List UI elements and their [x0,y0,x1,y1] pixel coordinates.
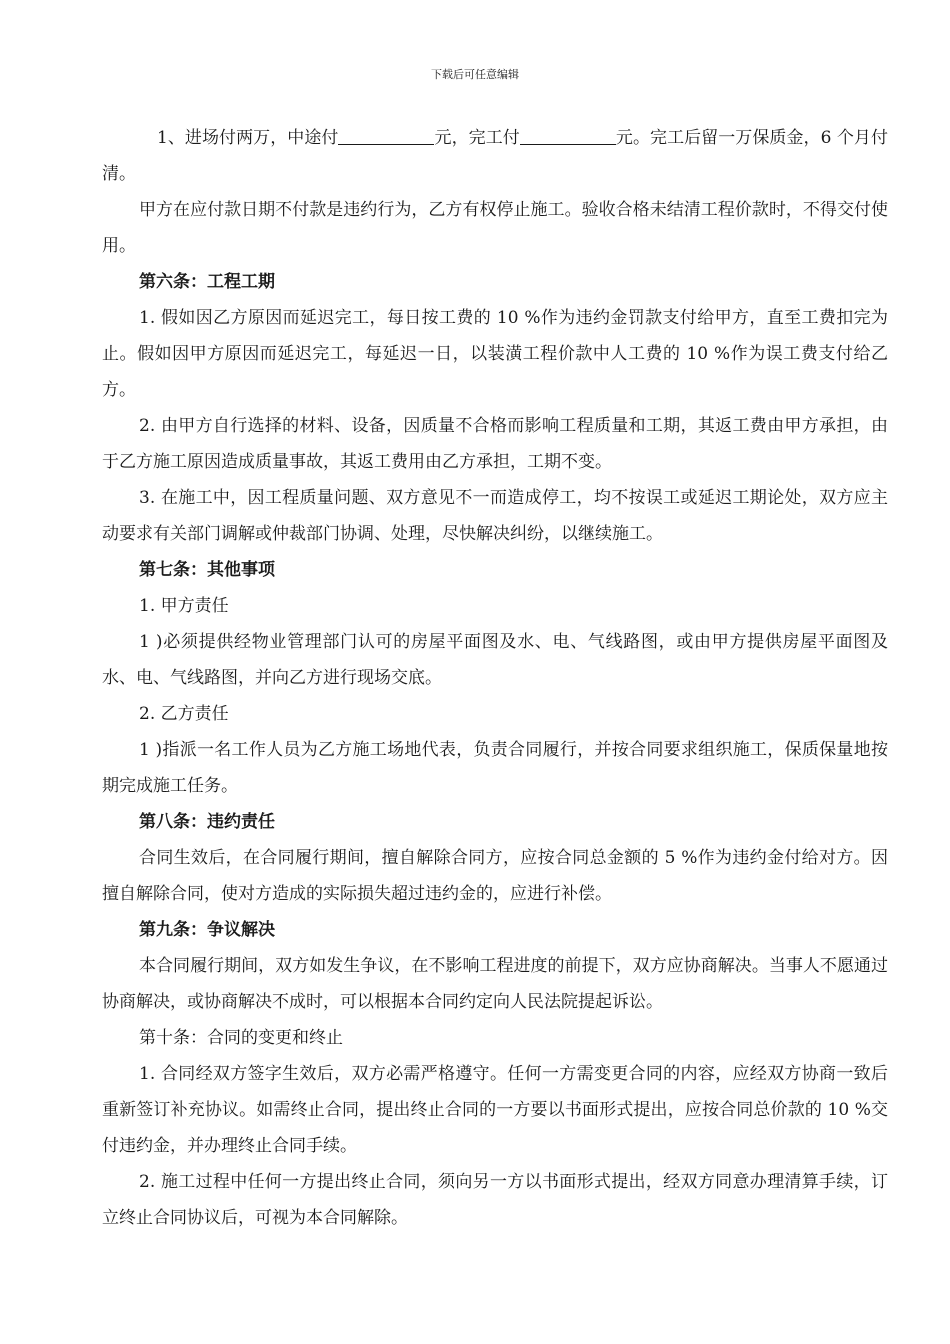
paragraph-10-2: 2. 施工过程中任何一方提出终止合同，须向另一方以书面形式提出，经双方同意办理清算手续，订立终止合同协议后，可视为本合同解除。 [102,1172,888,1228]
section-heading-8: 第八条：违约责任 [139,812,275,832]
payment-text-part1: 1、进场付两万，中途付 [157,128,339,148]
document-body [102,120,888,1236]
paragraph-6-2: 2. 由甲方自行选择的材料、设备，因质量不合格而影响工程质量和工期，其返工费由甲方承担，由于乙方施工原因造成质量事故，其返工费用由乙方承担，工期不变。 [102,416,888,472]
paragraph-6-3: 3. 在施工中，因工程质量问题、双方意见不一而造成停工，均不按误工或延迟工期论处，双方应主动要求有关部门调解或仲裁部门协调、处理，尽快解决纠纷，以继续施工。 [102,488,888,544]
section-heading-10: 第十条：合同的变更和终止 [139,1028,343,1048]
paragraph-7-2-item: 1 )指派一名工作人员为乙方施工场地代表，负责合同履行，并按合同要求组织施工，保质保量地按期完成施工任务。 [102,740,888,796]
paragraph-6-1: 1. 假如因乙方原因而延迟完工，每日按工费的 10 %作为违约金罚款支付给甲方，直至工费扣完为止。假如因甲方原因而延迟完工，每延迟一日，以装潢工程价款中人工费的 10 %作为误工费支付给乙方。 [102,308,888,400]
section-heading-6: 第六条：工程工期 [139,272,275,292]
page-header: 下载后可任意编辑 [431,68,519,81]
paragraph-7-1-item: 1 )必须提供经物业管理部门认可的房屋平面图及水、电、气线路图，或由甲方提供房屋平面图及水、电、气线路图，并向乙方进行现场交底。 [102,632,888,688]
paragraph-9: 本合同履行期间，双方如发生争议，在不影响工程进度的前提下，双方应协商解决。当事人不愿通过协商解决，或协商解决不成时，可以根据本合同约定向人民法院提起诉讼。 [102,956,888,1012]
payment-terms-paragraph [102,120,888,192]
paragraph-late-payment: 甲方在应付款日期不付款是违约行为，乙方有权停止施工。验收合格未结清工程价款时，不得交付使用。 [102,200,888,256]
completion-payment-blank[interactable] [520,126,616,145]
paragraph-7-2-title: 2. 乙方责任 [139,704,229,724]
section-heading-7: 第七条：其他事项 [139,560,275,580]
paragraph-8: 合同生效后，在合同履行期间，擅自解除合同方，应按合同总金额的 5 %作为违约金付给对方。因擅自解除合同，使对方造成的实际损失超过违约金的，应进行补偿。 [102,848,888,904]
section-heading-9: 第九条：争议解决 [139,920,275,940]
payment-text-part2: 元，完工付 [434,128,520,148]
midway-payment-blank[interactable] [338,126,434,145]
payment-text-part3: 元。完工后留一万保质金，6 个月付清。 [102,128,888,184]
paragraph-10-1: 1. 合同经双方签字生效后，双方必需严格遵守。任何一方需变更合同的内容，应经双方协商一致后重新签订补充协议。如需终止合同，提出终止合同的一方要以书面形式提出，应按合同总价款的 10 %交付违约金，并办理终止合同手续。 [102,1064,888,1156]
paragraph-7-1-title: 1. 甲方责任 [139,596,229,616]
